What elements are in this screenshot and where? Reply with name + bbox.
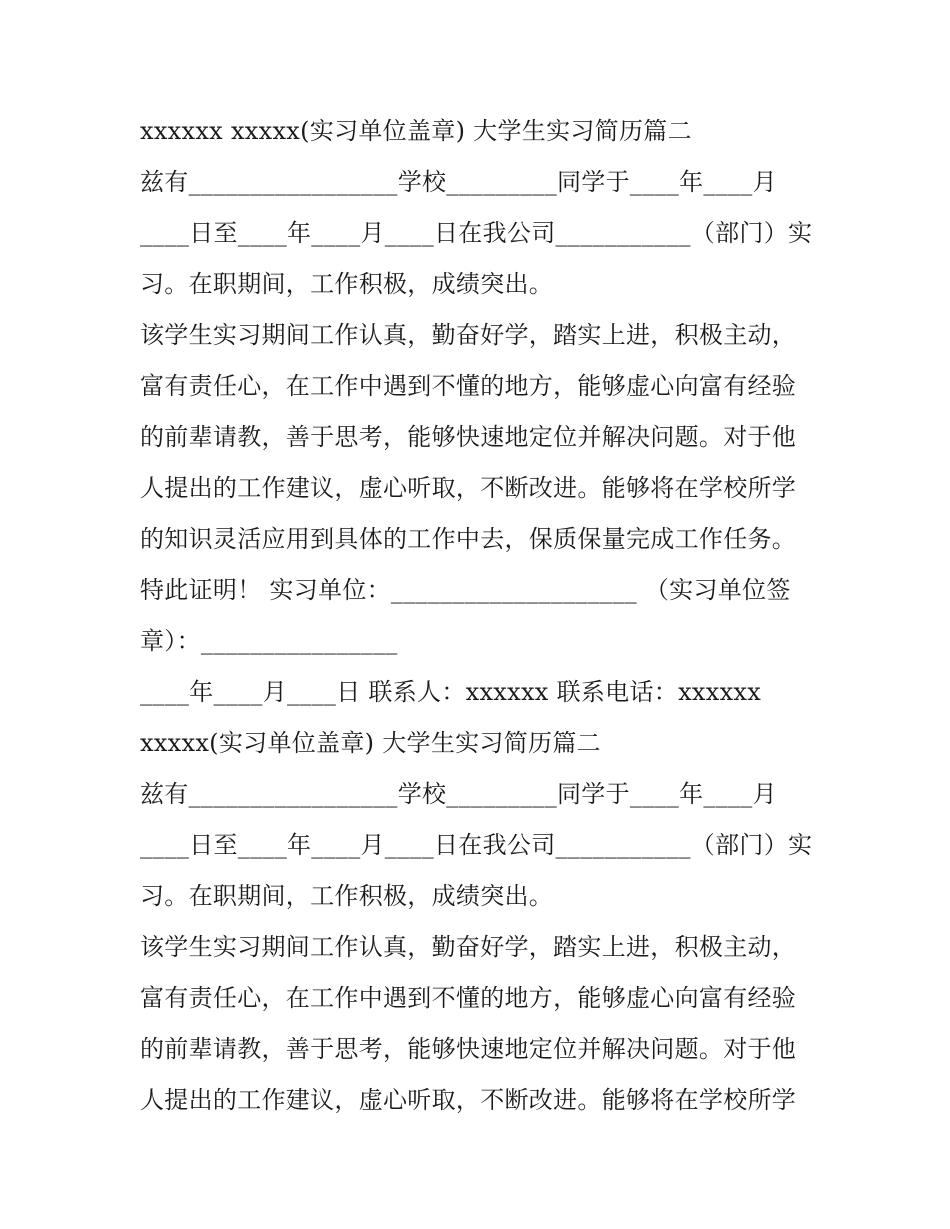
text-line: 富有责任心，在工作中遇到不懂的地方，能够虚心向富有经验 (140, 372, 797, 400)
text-line: 人提出的工作建议，虚心听取，不断改进。能够将在学校所学 (140, 1086, 797, 1114)
text-line: 习。在职期间，工作积极，成绩突出。 (140, 270, 554, 298)
document-body (140, 106, 820, 1126)
text-line: 兹有_________________学校_________同学于____年____月 (140, 780, 777, 808)
text-line: 富有责任心，在工作中遇到不懂的地方，能够虚心向富有经验 (140, 984, 797, 1012)
text-line: xxxxxx xxxxx(实习单位盖章) 大学生实习简历篇二 (140, 117, 692, 145)
text-line: xxxxx(实习单位盖章) 大学生实习简历篇二 (140, 729, 601, 757)
text-line: 的前辈请教，善于思考，能够快速地定位并解决问题。对于他 (140, 423, 797, 451)
text-line: 习。在职期间，工作积极，成绩突出。 (140, 882, 554, 910)
text-line: 特此证明！ 实习单位：____________________ （实习单位签 (140, 576, 791, 604)
text-line: 人提出的工作建议，虚心听取，不断改进。能够将在学校所学 (140, 474, 797, 502)
text-line: 该学生实习期间工作认真，勤奋好学，踏实上进，积极主动， (140, 321, 797, 349)
text-line: 的前辈请教，善于思考，能够快速地定位并解决问题。对于他 (140, 1035, 797, 1063)
text-line: ____日至____年____月____日在我公司___________（部门）实 (140, 831, 813, 859)
text-line: 该学生实习期间工作认真，勤奋好学，踏实上进，积极主动， (140, 933, 797, 961)
text-line: 兹有_________________学校_________同学于____年____月 (140, 168, 777, 196)
text-line: ____年____月____日 联系人：xxxxxx 联系电话：xxxxxx (140, 678, 762, 706)
text-line: 的知识灵活应用到具体的工作中去，保质保量完成工作任务。 (140, 525, 797, 553)
text-line: 章）：________________ (140, 627, 398, 655)
text-line: ____日至____年____月____日在我公司___________（部门）实 (140, 219, 813, 247)
